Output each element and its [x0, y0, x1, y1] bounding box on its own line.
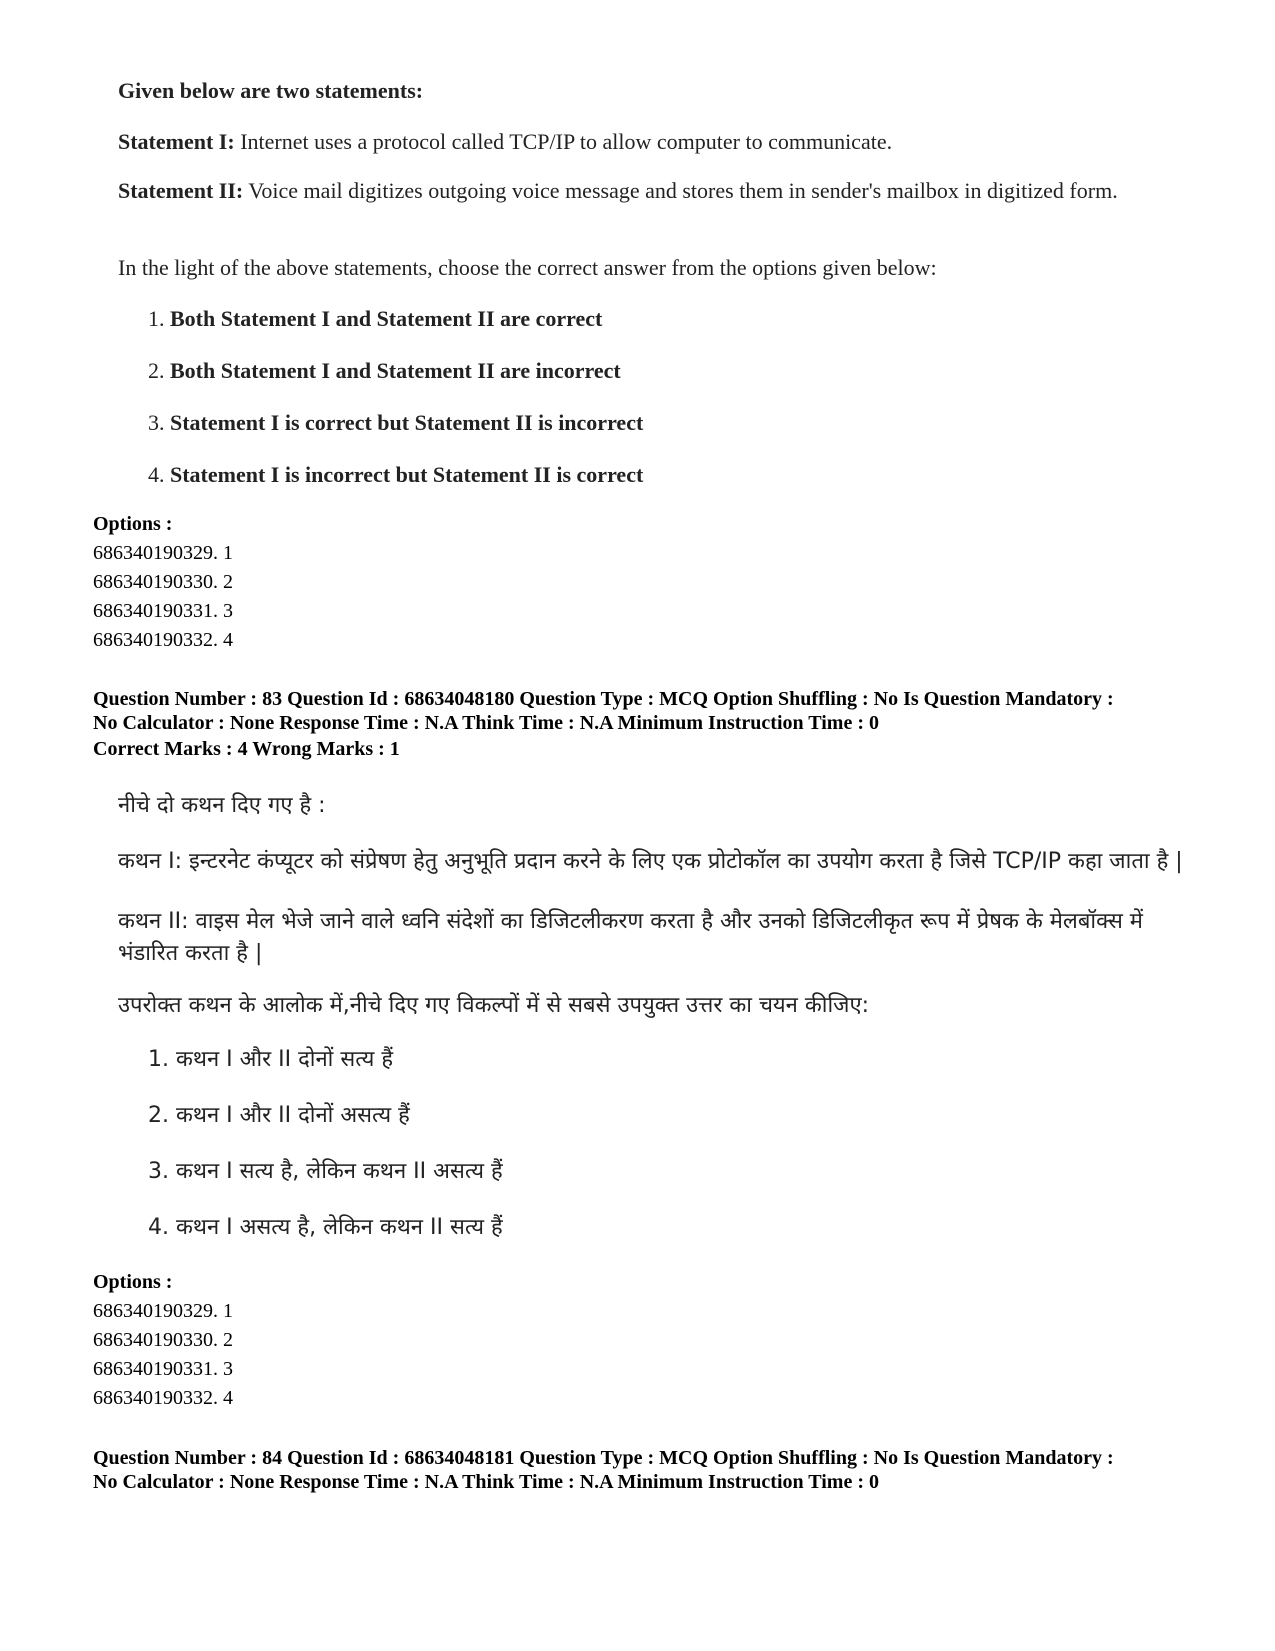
choice-1-text: Both Statement I and Statement II are correct: [170, 306, 603, 331]
choice-2: [148, 358, 621, 384]
question-instruction: In the light of the above statements, choose the correct answer from the options given below:: [118, 255, 937, 280]
hindi-choice-1: 1. कथन I और II दोनों सत्य हैं: [148, 1047, 394, 1072]
option-line: 686340190329. 1: [93, 542, 233, 564]
statement-2: [118, 177, 1178, 205]
statement-1: [118, 128, 1178, 156]
option-line: 686340190331. 3: [93, 600, 233, 622]
statement-2-label: Statement II:: [118, 178, 244, 203]
statement-1-text: Internet uses a protocol called TCP/IP to allow computer to communicate.: [234, 129, 893, 154]
option-line: 686340190330. 2: [93, 1329, 233, 1351]
choice-1: [148, 306, 602, 332]
options-block-2: [93, 1268, 233, 1413]
hindi-statement-2: कथन II: वाइस मेल भेजे जाने वाले ध्वनि संदेशों का डिजिटलीकरण करता है और उनको डिजिटलीकृत रूप में प्रेषक के मेलबॉक्स में भंडारित करता है |: [118, 909, 1143, 966]
statement-1-label: Statement I:: [118, 129, 235, 154]
hindi-instruction: उपरोक्त कथन के आलोक में,नीचे दिए गए विकल्पों में से सबसे उपयुक्त उत्तर का चयन कीजिए:: [118, 993, 870, 1018]
choice-4-text: Statement I is incorrect but Statement II is correct: [170, 462, 644, 487]
choice-3-num: 3.: [148, 410, 165, 435]
choice-4-num: 4.: [148, 462, 165, 487]
hindi-choice-3: 3. कथन I सत्य है, लेकिन कथन II असत्य हैं: [148, 1159, 503, 1184]
option-line: 686340190332. 4: [93, 629, 233, 651]
option-line: 686340190330. 2: [93, 571, 233, 593]
choice-1-num: 1.: [148, 306, 165, 331]
question-meta-83: [93, 687, 1213, 735]
choice-4: [148, 462, 643, 488]
statement-2-text: Voice mail digitizes outgoing voice message and stores them in sender's mailbox in digitized form.: [243, 178, 1118, 203]
choice-2-num: 2.: [148, 358, 165, 383]
hindi-choice-4: 4. कथन I असत्य है, लेकिन कथन II सत्य हैं: [148, 1215, 503, 1240]
option-line: 686340190329. 1: [93, 1300, 233, 1322]
question-intro: Given below are two statements:: [118, 78, 424, 103]
option-line: 686340190332. 4: [93, 1387, 233, 1409]
question-meta-84: [93, 1446, 1213, 1494]
options-heading: Options :: [93, 513, 173, 535]
meta-line-2: No Calculator : None Response Time : N.A Think Time : N.A Minimum Instruction Time : 0: [93, 712, 879, 734]
marks-line: Correct Marks : 4 Wrong Marks : 1: [93, 738, 400, 760]
options-heading: Options :: [93, 1271, 173, 1293]
meta-line-1: Question Number : 83 Question Id : 68634048180 Question Type : MCQ Option Shuffling : No Is Question Mandatory :: [93, 688, 1114, 710]
hindi-choice-2: 2. कथन I और II दोनों असत्य हैं: [148, 1103, 410, 1128]
choice-2-text: Both Statement I and Statement II are incorrect: [170, 358, 621, 383]
meta-line-1: Question Number : 84 Question Id : 68634048181 Question Type : MCQ Option Shuffling : No Is Question Mandatory :: [93, 1447, 1114, 1469]
hindi-intro: नीचे दो कथन दिए गए है :: [118, 793, 326, 818]
choice-3: [148, 410, 643, 436]
hindi-statement-1: कथन I: इन्टरनेट कंप्यूटर को संप्रेषण हेतु अनुभूति प्रदान करने के लिए एक प्रोटोकॉल का उपयोग करता है जिसे TCP/IP कहा जाता है |: [118, 849, 1183, 874]
options-block-1: [93, 510, 233, 655]
option-line: 686340190331. 3: [93, 1358, 233, 1380]
choice-3-text: Statement I is correct but Statement II is incorrect: [170, 410, 644, 435]
meta-line-2: No Calculator : None Response Time : N.A Think Time : N.A Minimum Instruction Time : 0: [93, 1471, 879, 1493]
